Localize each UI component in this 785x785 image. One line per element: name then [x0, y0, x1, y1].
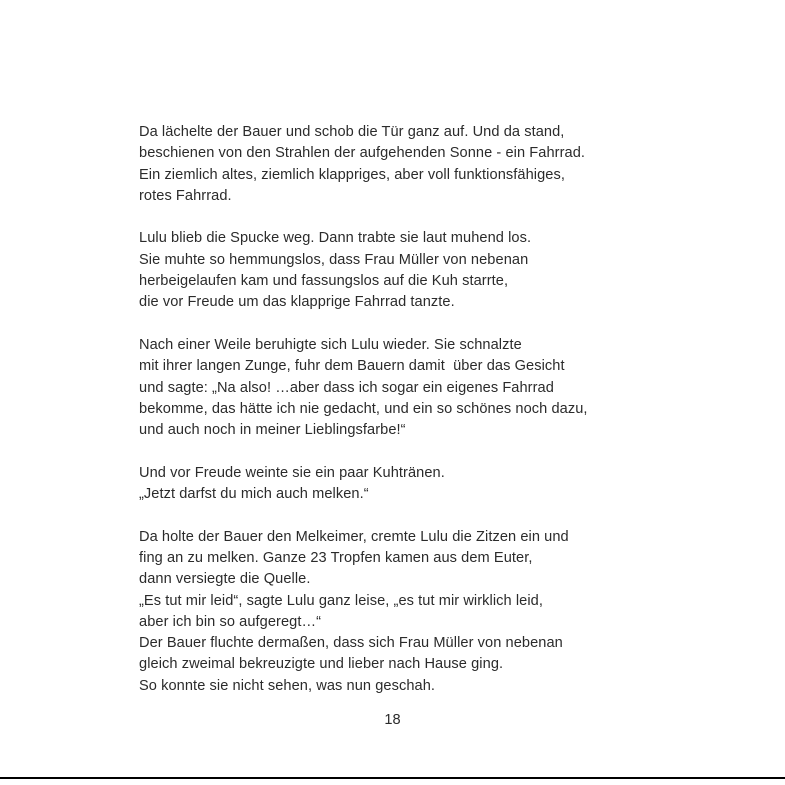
text-line: rotes Fahrrad.: [139, 187, 232, 204]
paragraph-3: [139, 335, 659, 441]
text-line: „Jetzt darfst du mich auch melken.“: [139, 486, 369, 503]
paragraph-2: [139, 228, 659, 313]
page-text-column: [139, 122, 659, 697]
text-line: Nach einer Weile beruhigte sich Lulu wieder. Sie schnalzte: [139, 336, 522, 353]
text-line: Und vor Freude weinte sie ein paar Kuhtränen.: [139, 464, 445, 481]
text-line: die vor Freude um das klapprige Fahrrad tanzte.: [139, 294, 455, 311]
bottom-horizontal-rule: [0, 777, 785, 779]
text-line: und auch noch in meiner Lieblingsfarbe!“: [139, 422, 406, 439]
page-number: 18: [384, 712, 401, 728]
paragraph-1: [139, 122, 659, 207]
text-line: Da lächelte der Bauer und schob die Tür ganz auf. Und da stand,: [139, 124, 565, 140]
text-line: herbeigelaufen kam und fassungslos auf die Kuh starrte,: [139, 273, 509, 290]
text-line: Der Bauer fluchte dermaßen, dass sich Frau Müller von nebenan: [139, 635, 563, 652]
text-line: und sagte: „Na also! …aber dass ich sogar ein eigenes Fahrrad: [139, 379, 554, 396]
text-line: „Es tut mir leid“, sagte Lulu ganz leise, „es tut mir wirklich leid,: [139, 592, 543, 609]
text-line: mit ihrer langen Zunge, fuhr dem Bauern damit über das Gesicht: [139, 358, 565, 375]
text-line: gleich zweimal bekreuzigte und lieber nach Hause ging.: [139, 656, 504, 673]
text-line: fing an zu melken. Ganze 23 Tropfen kamen aus dem Euter,: [139, 549, 533, 566]
text-line: Ein ziemlich altes, ziemlich klappriges, aber voll funktionsfähiges,: [139, 166, 565, 183]
paragraph-4: [139, 463, 659, 506]
text-line: dann versiegte die Quelle.: [139, 571, 311, 588]
text-line: aber ich bin so aufgeregt…“: [139, 613, 322, 630]
paragraph-5: [139, 527, 659, 697]
text-line: Da holte der Bauer den Melkeimer, cremte Lulu die Zitzen ein und: [139, 528, 569, 545]
text-line: So konnte sie nicht sehen, was nun geschah.: [139, 677, 436, 694]
text-line: beschienen von den Strahlen der aufgehenden Sonne - ein Fahrrad.: [139, 145, 586, 162]
text-line: Sie muhte so hemmungslos, dass Frau Müller von nebenan: [139, 251, 529, 268]
text-line: bekomme, das hätte ich nie gedacht, und ein so schönes noch dazu,: [139, 400, 588, 417]
text-line: Lulu blieb die Spucke weg. Dann trabte sie laut muhend los.: [139, 230, 532, 247]
